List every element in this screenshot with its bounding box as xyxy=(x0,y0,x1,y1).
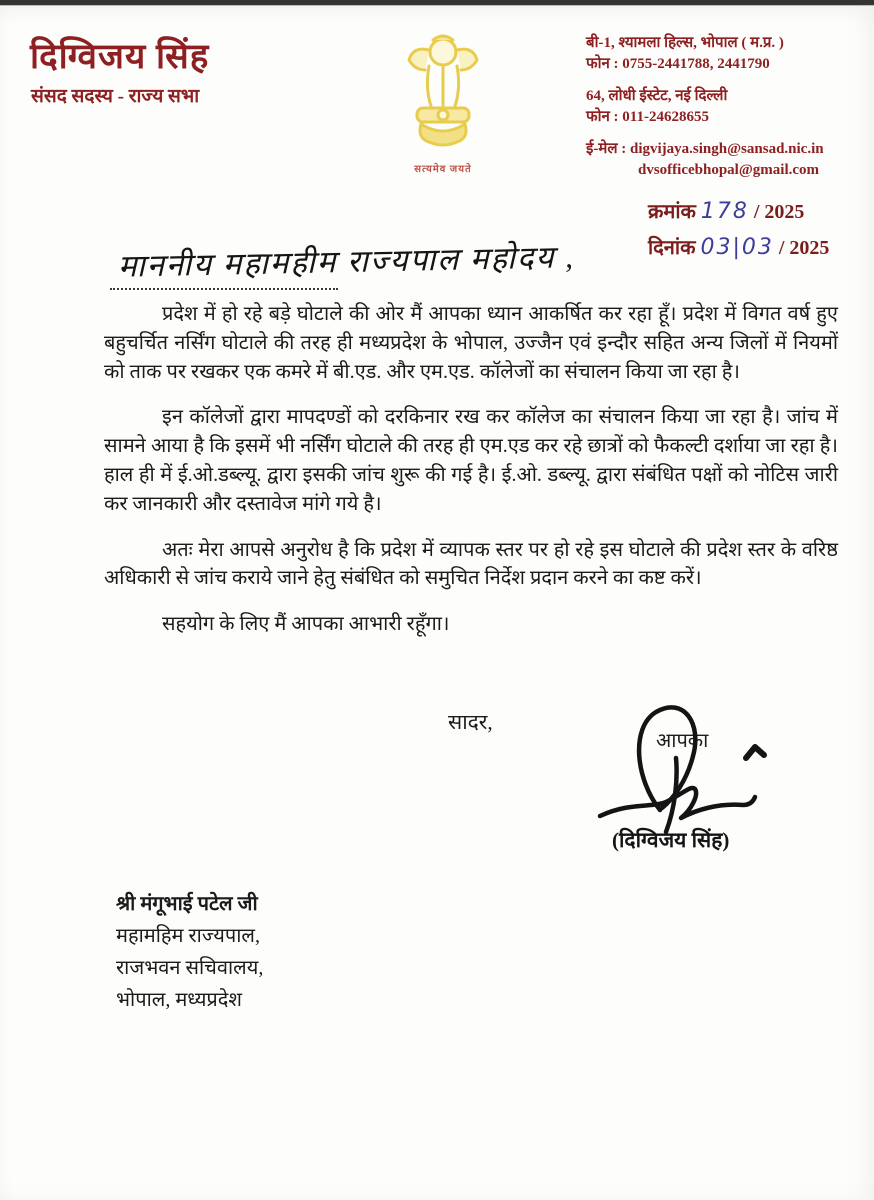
reference-date-value: 03|03 xyxy=(700,235,774,260)
national-emblem-icon xyxy=(395,141,491,158)
body-paragraph-1: प्रदेश में हो रहे बड़े घोटाले की ओर मैं आपका ध्यान आकर्षित कर रहा हूँ। प्रदेश में विगत वर्ष हुए बहुचर्चित नर्सिंग घोटाले की तरह ही मध्यप्रदेश के भोपाल, उज्जैन एवं इन्दौर सहित अन्य जिलों में नियमों को ताक पर रखकर एक कमरे में बी.एड. और एम.एड. कॉलेजों का संचालन किया जा रहा है। xyxy=(104,303,838,383)
scan-edge xyxy=(0,0,874,6)
reference-date-label: दिनांक xyxy=(648,237,696,259)
regards-text: सादर, xyxy=(448,710,493,734)
contact-delhi-phone: फोन : 011-24628655 xyxy=(586,109,709,125)
signature-label: आपका xyxy=(656,730,709,752)
emblem-block xyxy=(388,26,498,175)
letter-body xyxy=(104,300,838,639)
contact-delhi-address: 64, लोधी ईस्टेट, नई दिल्ली xyxy=(586,88,728,104)
sender-name: दिग्विजय सिंह xyxy=(30,37,210,76)
salutation-dotted-line xyxy=(110,288,338,290)
body-paragraph-3: अतः मेरा आपसे अनुरोध है कि प्रदेश में व्यापक स्तर पर हो रहे इस घोटाले की प्रदेश स्तर के वरिष्ठ अधिकारी से जांच कराये जाने हेतु संबंधित को समुचित निर्देश प्रदान करने का कष्ट करें। xyxy=(104,538,838,590)
body-paragraph-2: इन कॉलेजों द्वारा मापदण्डों को दरकिनार रख कर कॉलेज का संचालन किया जा रहा है। जांच में सामने आया है कि इसमें भी नर्सिंग घोटाले की तरह ही एम.एड कर रहे छात्रों को फैकल्टी दर्शाया जा रहा है। हाल ही में ई.ओ.डब्ल्यू. द्वारा इसकी जांच शुरू की गई है। ई.ओ. डब्ल्यू. द्वारा संबंधित पक्षों को नोटिस जारी कर जानकारी और दस्तावेज मांगे गये है। xyxy=(104,406,838,515)
contact-email-primary: ई-मेल : digvijaya.singh@sansad.nic.in xyxy=(586,141,824,157)
reference-number-line xyxy=(648,194,829,230)
contact-bhopal-address: बी-1, श्यामला हिल्स, भोपाल ( म.प्र. ) xyxy=(586,35,784,51)
signatory-name: (दिग्विजय सिंह) xyxy=(612,828,730,852)
body-closing-line: सहयोग के लिए मैं आपका आभारी रहूँगा। xyxy=(162,613,450,636)
recipient-name: श्री मंगूभाई पटेल जी xyxy=(116,893,258,915)
recipient-city: भोपाल, मध्यप्रदेश xyxy=(116,989,243,1011)
reference-number-label: क्रमांक xyxy=(648,201,696,223)
emblem-motto: सत्यमेव जयते xyxy=(414,164,472,175)
reference-date-year: / 2025 xyxy=(778,237,830,259)
handwritten-salutation: माननीय महामहीम राज्यपाल महोदय , xyxy=(117,239,576,284)
reference-block xyxy=(648,194,829,266)
recipient-designation: महामहिम राज्यपाल, xyxy=(116,925,260,947)
reference-date-line xyxy=(648,230,829,266)
contact-bhopal-phone: फोन : 0755-2441788, 2441790 xyxy=(586,56,770,72)
contact-block xyxy=(586,33,866,192)
recipient-office: राजभवन सचिवालय, xyxy=(116,957,264,979)
sender-title: संसद सदस्य - राज्य सभा xyxy=(31,86,200,107)
reference-number-value: 178 xyxy=(700,199,749,224)
contact-email-secondary: dvsofficebhopal@gmail.com xyxy=(638,162,820,178)
recipient-block xyxy=(116,888,263,1016)
reference-number-year: / 2025 xyxy=(753,201,805,223)
